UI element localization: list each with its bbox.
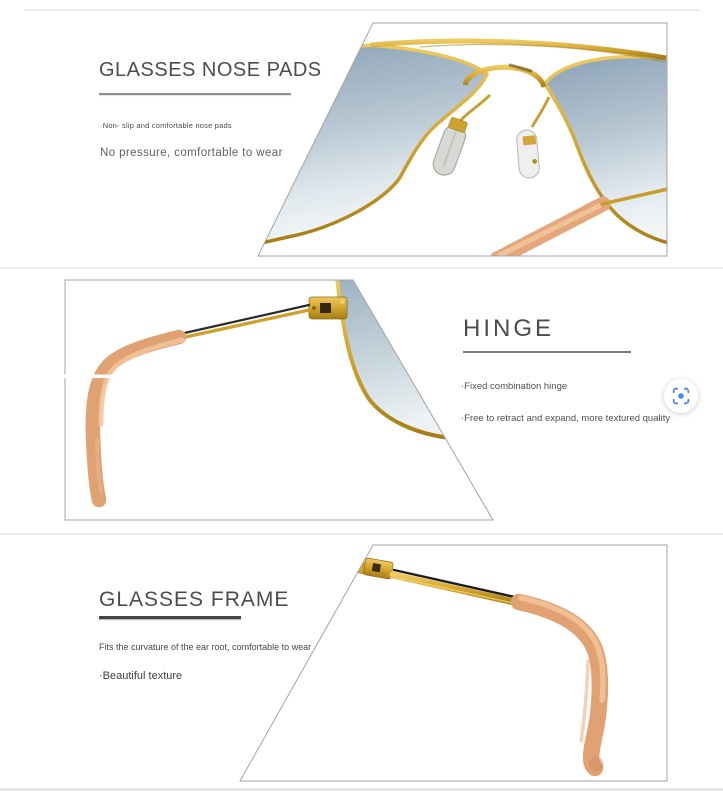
hinge-block <box>309 297 347 319</box>
feature-text: ·Free to retract and expand, more textured quality <box>461 413 671 424</box>
image-search-button[interactable] <box>664 379 698 413</box>
section-title-hinge: HINGE <box>463 315 555 342</box>
feature-text: Fits the curvature of the ear root, comfortable to wear <box>99 642 312 652</box>
title-underline <box>99 616 241 619</box>
frame-photo <box>240 545 667 781</box>
section-separator <box>0 533 723 535</box>
section-separator <box>0 267 723 269</box>
section-title-nose-pads: GLASSES NOSE PADS <box>99 59 322 81</box>
feature-text: ·Non- slip and comfortable nose pads <box>100 121 232 130</box>
photo-stitch-seam <box>57 375 345 379</box>
section-subtitle: No pressure, comfortable to wear <box>100 147 283 159</box>
feature-text: ·Fixed combination hinge <box>461 381 568 392</box>
title-underline <box>463 351 631 353</box>
hinge-photo <box>65 277 495 521</box>
feature-text: ·Beautiful texture <box>99 670 183 682</box>
title-underline <box>99 93 291 95</box>
section-title-frame: GLASSES FRAME <box>99 588 290 611</box>
top-separator <box>24 9 700 11</box>
bottom-separator <box>0 788 723 791</box>
right-nose-pad <box>516 129 540 179</box>
lens-scan-icon <box>671 386 691 406</box>
